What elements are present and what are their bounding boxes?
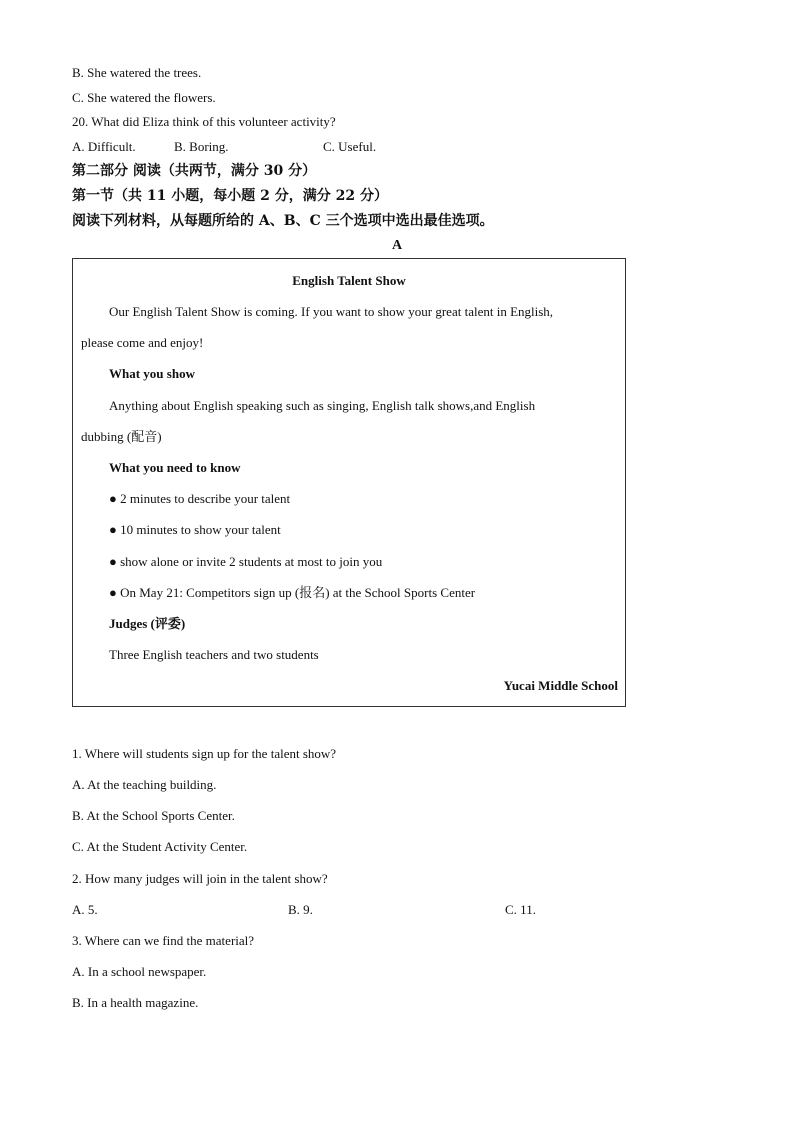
section-sub-heading: 第一节（共 11 小题，每小题 2 分，满分 22 分） bbox=[72, 188, 388, 204]
heading-judges: Judges (评委) bbox=[109, 616, 186, 631]
question-3: 3. Where can we find the material? bbox=[72, 933, 255, 948]
passage-letter: A bbox=[391, 238, 403, 253]
q3-option-a: A. In a school newspaper. bbox=[72, 964, 207, 979]
q2-option-c: C. 11. bbox=[505, 902, 536, 917]
q1-option-a: A. At the teaching building. bbox=[72, 777, 217, 792]
show-text-line: Anything about English speaking such as singing, English talk shows,and English bbox=[109, 398, 536, 413]
q2-option-b: B. 9. bbox=[288, 902, 313, 917]
section-instruction: 阅读下列材料，从每题所给的 A、B、C 三个选项中选出最佳选项。 bbox=[72, 213, 494, 229]
option-line: B. She watered the trees. bbox=[72, 65, 202, 80]
q2-option-a: A. 5. bbox=[72, 902, 98, 917]
q1-option-c: C. At the Student Activity Center. bbox=[72, 839, 248, 854]
heading-what-you-show: What you show bbox=[109, 366, 195, 381]
q3-option-b: B. In a health magazine. bbox=[72, 995, 199, 1010]
notice-signature: Yucai Middle School bbox=[503, 678, 618, 693]
notice-title: English Talent Show bbox=[292, 273, 406, 288]
q20-option-c: C. Useful. bbox=[323, 139, 377, 154]
bullet-item: ● On May 21: Competitors sign up (报名) at the School Sports Center bbox=[109, 585, 476, 600]
question-20: 20. What did Eliza think of this volunteer activity? bbox=[72, 114, 336, 129]
section-part-heading: 第二部分 阅读（共两节，满分 30 分） bbox=[72, 163, 317, 179]
bullet-item: ● 2 minutes to describe your talent bbox=[109, 491, 291, 506]
q1-option-b: B. At the School Sports Center. bbox=[72, 808, 235, 823]
question-1: 1. Where will students sign up for the talent show? bbox=[72, 746, 337, 761]
bullet-item: ● show alone or invite 2 students at most to join you bbox=[109, 554, 383, 569]
notice-box bbox=[72, 258, 626, 707]
option-line: C. She watered the flowers. bbox=[72, 90, 216, 105]
q20-option-b: B. Boring. bbox=[174, 139, 229, 154]
q20-option-a: A. Difficult. bbox=[72, 139, 136, 154]
notice-intro-line: please come and enjoy! bbox=[81, 335, 204, 350]
heading-what-you-need-to-know: What you need to know bbox=[109, 460, 241, 475]
bullet-item: ● 10 minutes to show your talent bbox=[109, 522, 281, 537]
judges-text: Three English teachers and two students bbox=[109, 647, 319, 662]
notice-intro-line: Our English Talent Show is coming. If you want to show your great talent in English, bbox=[109, 304, 554, 319]
question-2: 2. How many judges will join in the talent show? bbox=[72, 871, 328, 886]
show-text-line: dubbing (配音) bbox=[81, 429, 162, 444]
